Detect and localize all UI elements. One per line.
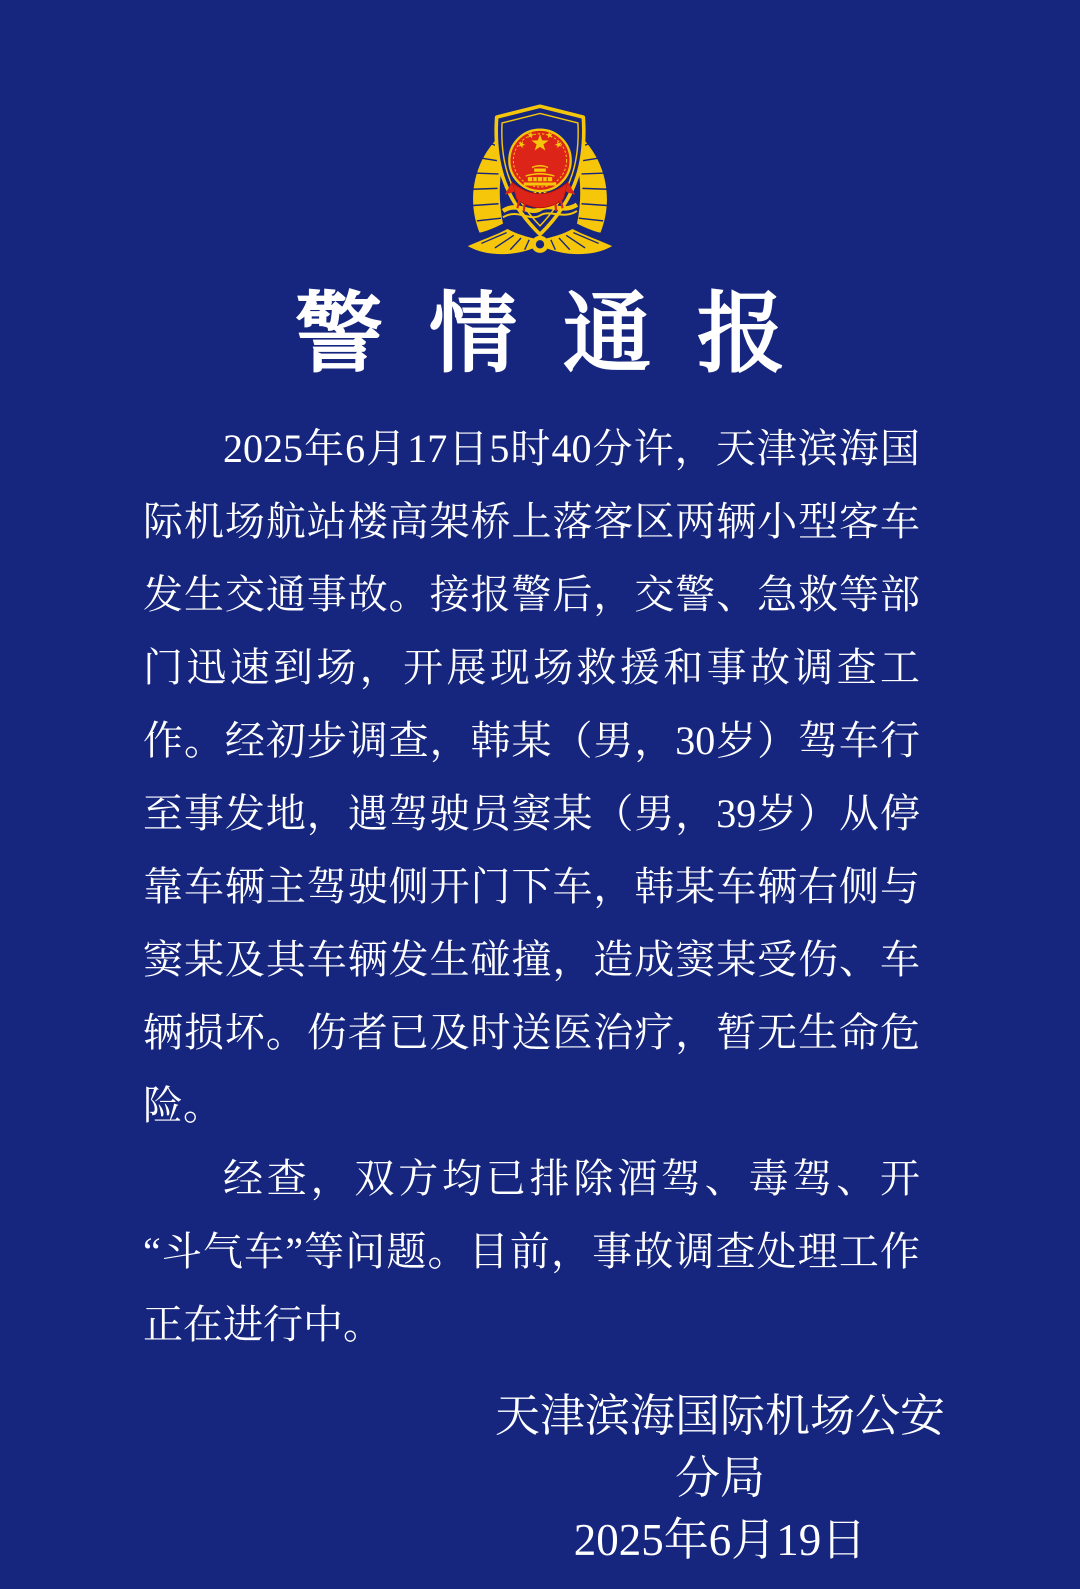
paragraph-incident: 2025年6月17日5时40分许，天津滨海国际机场航站楼高架桥上落客区两辆小型客车发生交通事故。接报警后，交警、急救等部门迅速到场，开展现场救援和事故调查工作。经初步调查，韩某（男，30岁）驾车行至事发地，遇驾驶员窦某（男，39岁）从停靠车辆主驾驶侧开门下车，韩某车辆右侧与窦某及其车辆发生碰撞，造成窦某受伤、车辆损坏。伤者已及时送医治疗，暂无生命危险。	[143, 426, 920, 1129]
paragraph-investigation: 经查，双方均已排除酒驾、毒驾、开“斗气车”等问题。目前，事故调查处理工作正在进行中。	[143, 1156, 920, 1348]
notice-title: 警情通报	[294, 287, 831, 384]
signature-block	[480, 1385, 960, 1571]
police-badge-icon	[454, 90, 626, 266]
police-notice-poster	[0, 90, 1080, 1589]
issuing-authority: 天津滨海国际机场公安分局	[494, 1391, 945, 1504]
issue-date: 2025年6月19日	[573, 1515, 867, 1566]
notice-body	[143, 412, 920, 1361]
badge-knot	[531, 236, 548, 253]
